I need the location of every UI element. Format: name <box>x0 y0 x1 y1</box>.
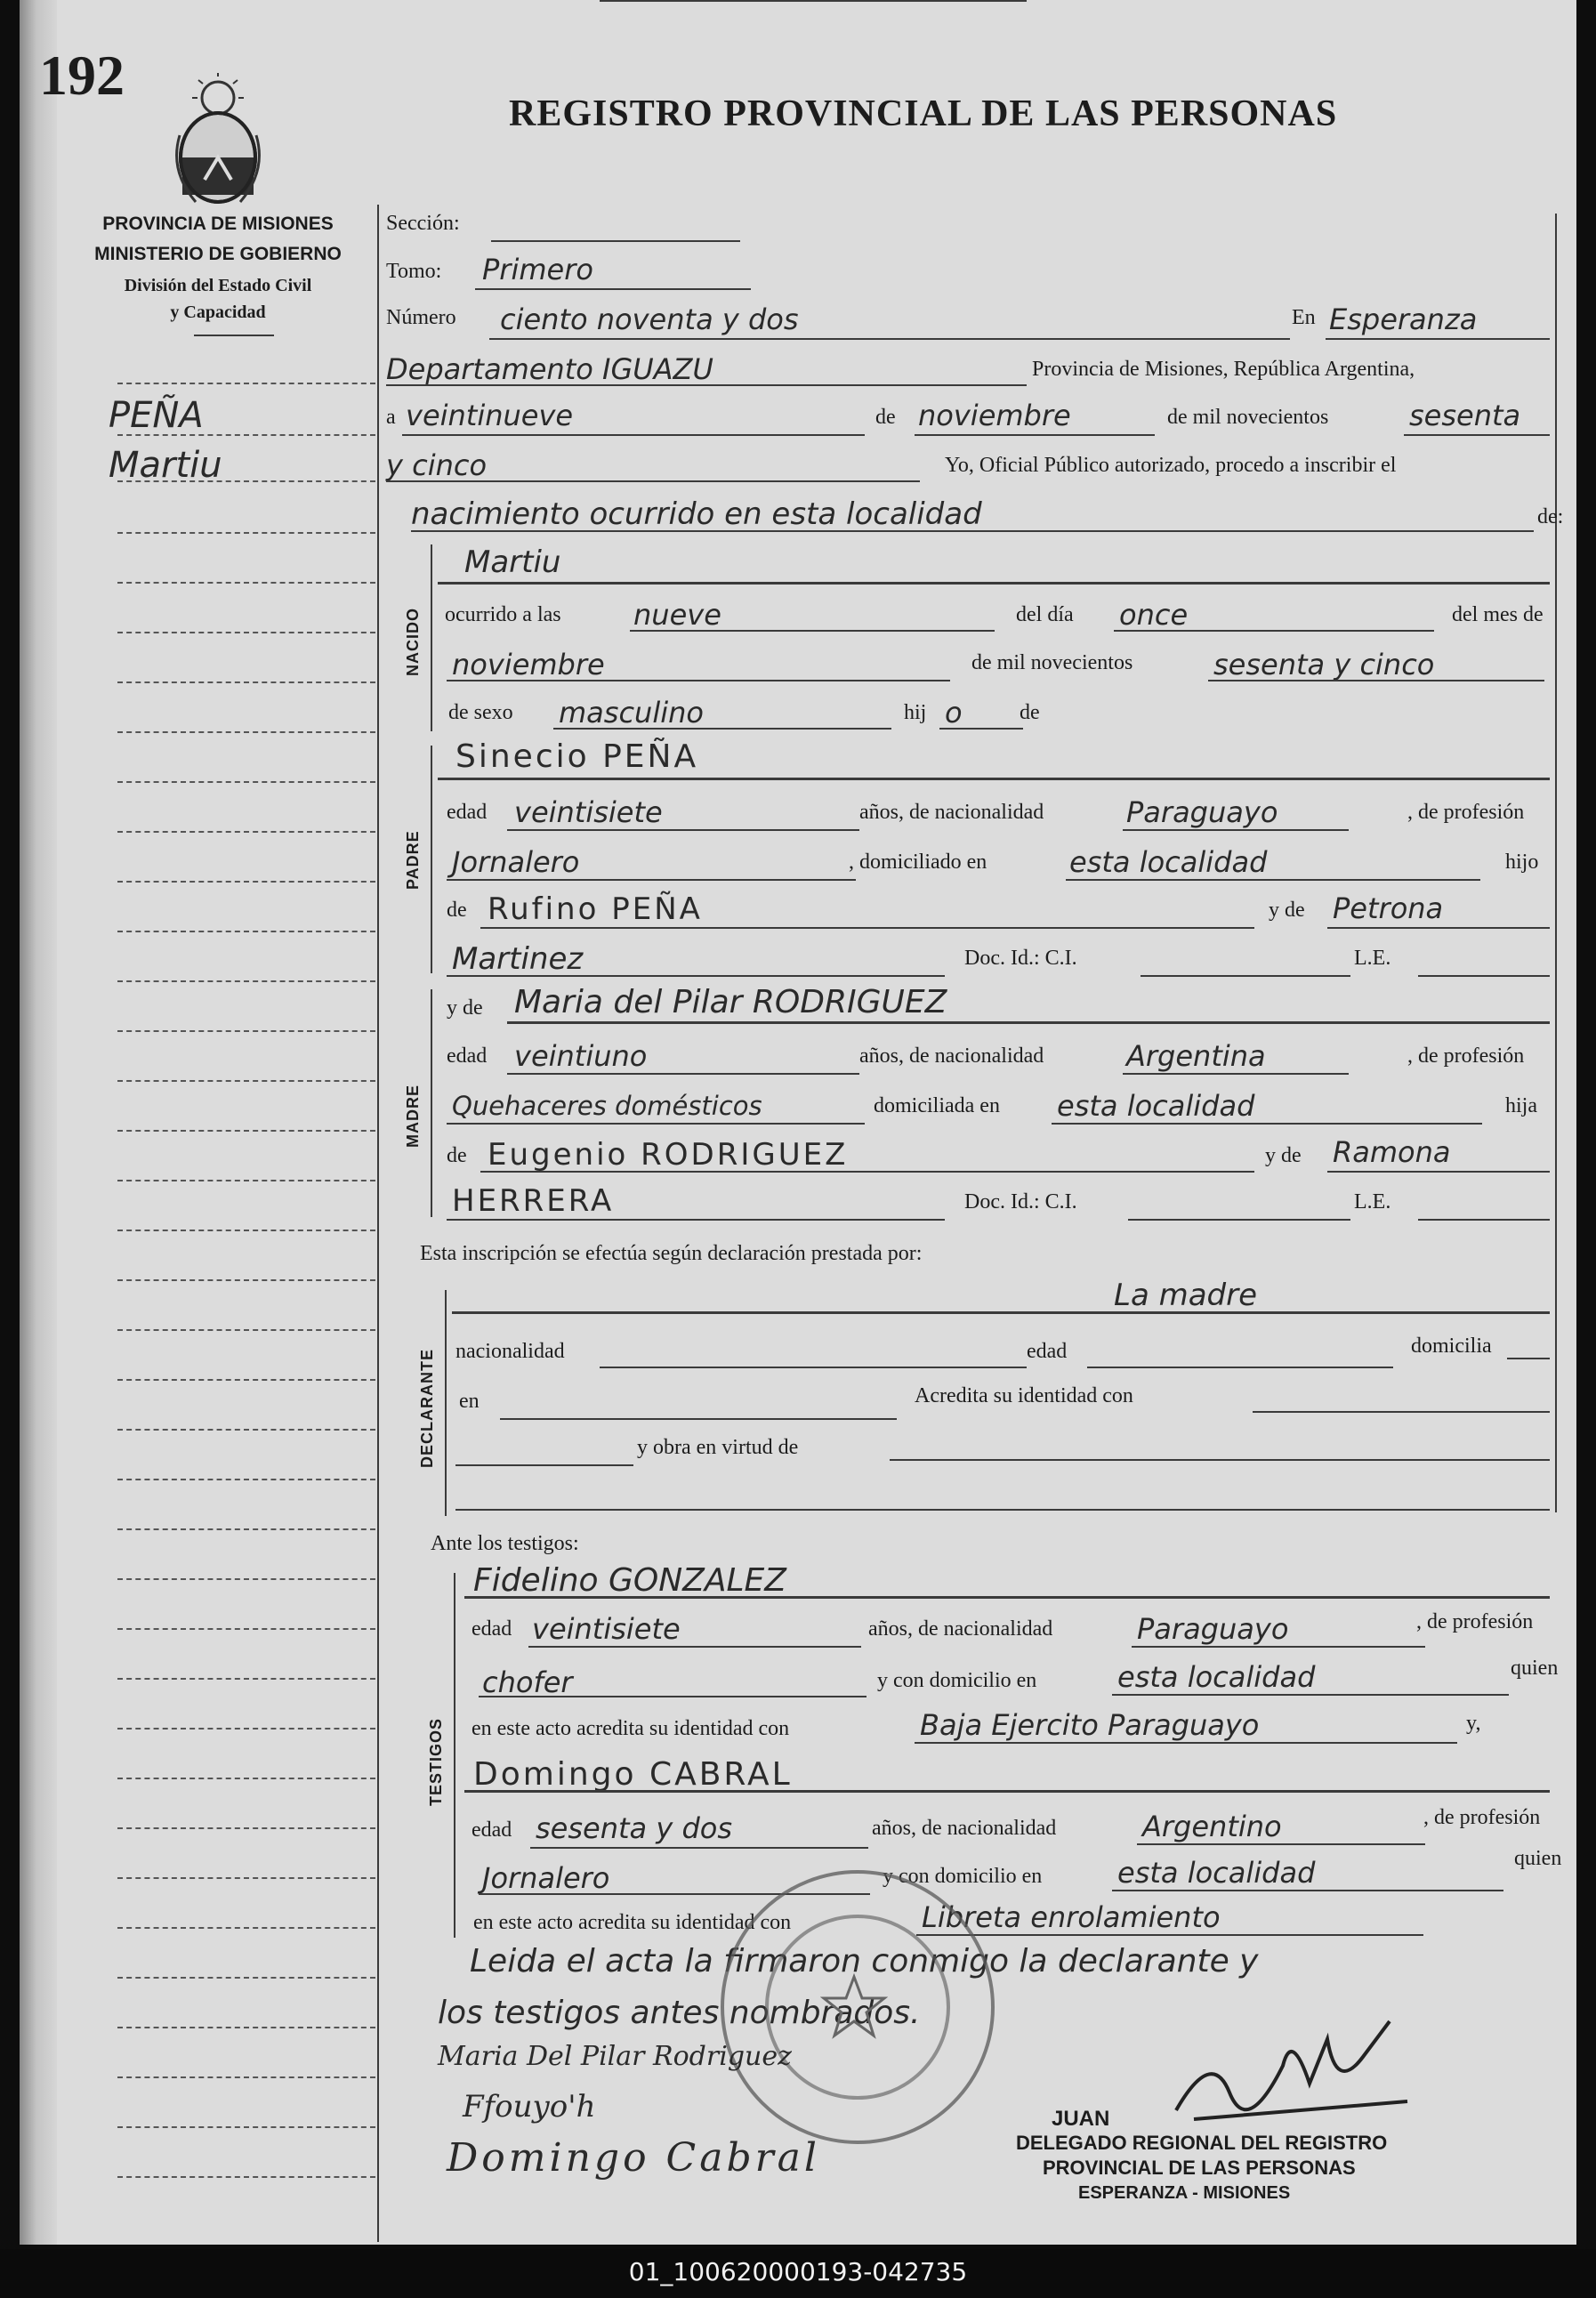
madre-hija-label: hija <box>1505 1094 1537 1117</box>
declarante-nacionalidad-line-2 <box>600 1367 1027 1368</box>
hour-value: nueve <box>633 598 721 632</box>
hour-line <box>630 630 995 632</box>
witness1-name-line <box>464 1596 1550 1599</box>
madre-mother-value-1: Ramona <box>1333 1135 1451 1169</box>
witness2-name-line <box>464 1790 1550 1793</box>
tomo-value: Primero <box>482 253 593 286</box>
year-line-2 <box>386 480 920 482</box>
birth-year-prefix: de mil novecientos <box>971 651 1133 674</box>
sexo-line <box>553 728 891 730</box>
de-colon: de: <box>1537 505 1564 528</box>
madre-edad-line <box>507 1073 859 1075</box>
signature-mother: Maria Del Pilar Rodriguez <box>438 2041 792 2072</box>
madre-edad-label: edad <box>447 1044 488 1068</box>
column-divider <box>377 205 379 2242</box>
stamp-line-location: ESPERANZA - MISIONES <box>1078 2183 1291 2203</box>
witness1-nacionalidad: Paraguayo <box>1137 1612 1289 1646</box>
madre-doc-line <box>1128 1219 1350 1221</box>
madre-mother-line-2 <box>447 1219 945 1221</box>
madre-father-value: Eugenio RODRIGUEZ <box>488 1137 849 1173</box>
madre-y-de-label-2: y de <box>1265 1144 1302 1167</box>
padre-nacionalidad-line <box>1123 829 1349 831</box>
declarante-domicilio-label: domicilia <box>1411 1334 1492 1358</box>
nacido-de-label: de <box>1020 701 1040 724</box>
witness1-profesion-label: , de profesión <box>1416 1610 1534 1633</box>
witness2-identidad: Libreta enrolamiento <box>922 1900 1221 1934</box>
madre-y-de-label: y de <box>447 996 483 1020</box>
padre-edad-value: veintisiete <box>514 795 663 829</box>
closing-line-2: los testigos antes nombrados. <box>438 1995 921 2031</box>
padre-le-line <box>1418 975 1550 977</box>
padre-nacionalidad-label: años, de nacionalidad <box>859 801 1044 824</box>
madre-name-line <box>507 1021 1550 1024</box>
en-value: Esperanza <box>1329 302 1478 336</box>
hij-line <box>939 728 1023 730</box>
year-value-1: sesenta <box>1409 399 1521 432</box>
witness1-acredita-label: en este acto acredita su identidad con <box>472 1717 790 1740</box>
padre-section-label: PADRE <box>404 830 422 890</box>
declarante-obra-line-1 <box>455 1464 633 1466</box>
witness1-domicilio-label: y con domicilio en <box>877 1669 1037 1692</box>
declarante-edad-line <box>1087 1367 1393 1368</box>
padre-domicilio-label: , domiciliado en <box>849 851 987 874</box>
padre-name: Sinecio PEÑA <box>455 738 699 775</box>
birth-month-line <box>447 680 950 681</box>
agency-province: PROVINCIA DE MISIONES <box>102 214 334 234</box>
numero-value: ciento noventa y dos <box>500 302 799 336</box>
declarante-nacionalidad-label: nacionalidad <box>455 1340 565 1363</box>
declarante-name: La madre <box>1114 1278 1258 1313</box>
witness1-domicilio: esta localidad <box>1117 1660 1316 1694</box>
madre-nacionalidad-label: años, de nacionalidad <box>859 1044 1044 1068</box>
padre-hijo-label: hijo <box>1505 851 1539 874</box>
madre-section-label: MADRE <box>404 1084 422 1148</box>
closing-line-1: Leida el acta la firmaron conmigo la declarante y <box>470 1943 1259 1980</box>
witness1-y-label: y, <box>1466 1712 1481 1735</box>
madre-profesion-value: Quehaceres domésticos <box>452 1091 762 1121</box>
agency-underline <box>194 335 274 336</box>
birth-year-line <box>1208 680 1544 681</box>
scan-id: 01_100620000193-042735 <box>628 2257 968 2286</box>
witness1-identidad: Baja Ejercito Paraguayo <box>920 1708 1260 1742</box>
en-label: En <box>1292 306 1316 329</box>
nacido-name: Martiu <box>464 544 561 580</box>
signature-witness-2: Domingo Cabral <box>447 2135 820 2181</box>
witness2-domicilio-line <box>1112 1890 1503 1891</box>
declarante-acredita-line <box>1253 1411 1550 1413</box>
del-mes-label: del mes de <box>1452 603 1544 626</box>
madre-domicilio-line <box>1052 1123 1482 1125</box>
margin-surname: PEÑA <box>109 395 204 436</box>
signature-witness-1: Ffouyo'h <box>463 2089 596 2125</box>
madre-bracket <box>431 989 432 1217</box>
witness1-quien-label: quien <box>1511 1657 1559 1680</box>
padre-name-line <box>438 778 1550 780</box>
stamp-line-provincial: PROVINCIAL DE LAS PERSONAS <box>1043 2157 1356 2179</box>
padre-domicilio-line <box>1066 879 1480 881</box>
witness2-edad-label: edad <box>472 1818 512 1842</box>
event-line <box>411 530 1534 532</box>
padre-profesion-value: Jornalero <box>452 845 580 879</box>
de-label: de <box>875 406 896 429</box>
witness2-nacionalidad-label: años, de nacionalidad <box>872 1817 1057 1840</box>
madre-mother-value-2: HERRERA <box>452 1183 615 1219</box>
madre-profesion-line <box>447 1123 865 1125</box>
witness2-profesion: Jornalero <box>482 1861 610 1895</box>
witness1-edad-line <box>528 1646 861 1648</box>
madre-domicilio-value: esta localidad <box>1057 1089 1255 1123</box>
day-value: veintinueve <box>406 399 574 432</box>
stamp-official-name: JUAN <box>1052 2107 1110 2131</box>
declarante-bottom-line <box>455 1509 1550 1511</box>
padre-mother-value-2: Martinez <box>452 941 584 977</box>
padre-mother-value-1: Petrona <box>1333 891 1444 925</box>
register-page <box>20 0 1576 2245</box>
coat-of-arms-icon <box>169 73 267 206</box>
declarante-bracket <box>445 1290 447 1516</box>
page-number: 192 <box>39 44 125 107</box>
declarante-section-label: DECLARANTE <box>418 1349 436 1468</box>
witness1-edad-label: edad <box>472 1617 512 1641</box>
main-title: REGISTRO PROVINCIAL DE LAS PERSONAS <box>509 93 1338 134</box>
seal-star-icon <box>820 1973 888 2041</box>
padre-le-label: L.E. <box>1354 947 1391 970</box>
month-value: noviembre <box>918 399 1071 432</box>
hij-value: o <box>945 696 963 730</box>
witness1-nacionalidad-label: años, de nacionalidad <box>868 1617 1053 1641</box>
witness1-profesion-line <box>479 1696 867 1697</box>
padre-father-value: Rufino PEÑA <box>488 891 703 927</box>
declarante-en-label: en <box>459 1390 480 1413</box>
a-label: a <box>386 406 396 429</box>
del-dia-label: del día <box>1016 603 1074 626</box>
madre-name: Maria del Pilar RODRIGUEZ <box>514 984 947 1020</box>
birth-year-value: sesenta y cinco <box>1213 648 1435 681</box>
tomo-label: Tomo: <box>386 260 442 283</box>
witness1-profesion: chofer <box>482 1665 573 1699</box>
padre-de-label: de <box>447 899 467 922</box>
witness2-quien-label: quien <box>1514 1847 1562 1870</box>
witness2-edad-line <box>530 1847 868 1849</box>
declarante-name-line <box>452 1311 1550 1314</box>
padre-y-de-label: y de <box>1269 899 1305 922</box>
birth-month-value: noviembre <box>452 648 605 681</box>
padre-nacionalidad-value: Paraguayo <box>1126 795 1278 829</box>
padre-profesion-label: , de profesión <box>1407 801 1525 824</box>
padre-profesion-line <box>447 879 856 881</box>
madre-nacionalidad-line <box>1123 1073 1349 1075</box>
padre-edad-label: edad <box>447 801 488 824</box>
nacido-bracket <box>431 544 432 731</box>
padre-mother-line-1 <box>1327 927 1550 929</box>
year-value-2: y cinco <box>386 448 488 482</box>
madre-nacionalidad-value: Argentina <box>1126 1039 1266 1073</box>
day-line <box>402 434 865 436</box>
madre-domicilio-label: domiciliada en <box>874 1094 1000 1117</box>
witness1-identidad-line <box>915 1742 1457 1744</box>
witness2-domicilio-label: y con domicilio en <box>883 1865 1043 1888</box>
birth-day-value: once <box>1119 598 1189 632</box>
witness2-nacionalidad-line <box>1137 1843 1425 1845</box>
agency-capacidad: y Capacidad <box>170 302 266 322</box>
testigos-intro: Ante los testigos: <box>431 1532 579 1555</box>
sexo-label: de sexo <box>448 701 513 724</box>
witness2-domicilio: esta localidad <box>1117 1856 1316 1890</box>
madre-mother-line-1 <box>1327 1171 1550 1173</box>
declarante-en-line <box>500 1418 897 1420</box>
padre-father-line <box>480 927 1254 929</box>
declarante-domicilio-line <box>1507 1358 1550 1359</box>
declarante-obra-label: y obra en virtud de <box>637 1436 799 1459</box>
padre-doc-line <box>1141 975 1350 977</box>
witness2-acredita-label: en este acto acredita su identidad con <box>473 1911 792 1934</box>
madre-de-label: de <box>447 1144 467 1167</box>
official-signature <box>1158 2012 1425 2146</box>
declarante-obra-line-2 <box>890 1459 1550 1461</box>
year-line-1 <box>1404 434 1550 436</box>
declarante-nacionalidad-line <box>600 0 1027 2</box>
witness1-nacionalidad-line <box>1132 1646 1425 1648</box>
witness2-edad: sesenta y dos <box>536 1811 732 1845</box>
testigos-bracket <box>454 1573 455 1938</box>
declarante-intro: Esta inscripción se efectúa según declaración prestada por: <box>420 1242 923 1265</box>
birth-day-line <box>1114 630 1434 632</box>
numero-label: Número <box>386 306 456 329</box>
departamento-value: Departamento IGUAZU <box>386 352 713 386</box>
right-border <box>1555 214 1557 1512</box>
agency-division: División del Estado Civil <box>124 276 312 295</box>
testigos-section-label: TESTIGOS <box>427 1717 445 1806</box>
witness2-profesion-label: , de profesión <box>1423 1806 1541 1829</box>
year-prefix: de mil novecientos <box>1167 406 1329 429</box>
binding-edge <box>20 0 57 2245</box>
madre-father-line <box>480 1171 1254 1173</box>
provincia-text: Provincia de Misiones, República Argentina, <box>1032 358 1415 381</box>
sexo-value: masculino <box>559 696 704 730</box>
seccion-label: Sección: <box>386 212 460 235</box>
witness2-name: Domingo CABRAL <box>473 1756 793 1793</box>
witness1-name: Fidelino GONZALEZ <box>473 1562 786 1599</box>
numero-line <box>489 338 1290 340</box>
witness1-domicilio-line <box>1112 1694 1509 1696</box>
nacido-name-line <box>438 582 1550 585</box>
madre-edad-value: veintiuno <box>514 1039 648 1073</box>
seccion-line <box>491 240 740 242</box>
yo-text: Yo, Oficial Público autorizado, procedo a inscribir el <box>945 454 1397 477</box>
nacido-section-label: NACIDO <box>404 608 422 676</box>
margin-given-name: Martiu <box>109 445 222 486</box>
hij-label: hij <box>904 701 927 724</box>
agency-ministry: MINISTERIO DE GOBIERNO <box>94 244 342 264</box>
witness2-identidad-line <box>916 1934 1423 1936</box>
ocurrido-label: ocurrido a las <box>445 603 561 626</box>
padre-edad-line <box>507 829 859 831</box>
madre-profesion-label: , de profesión <box>1407 1044 1525 1068</box>
padre-mother-line-2 <box>447 975 945 977</box>
witness1-edad: veintisiete <box>532 1612 681 1646</box>
padre-bracket <box>431 746 432 973</box>
stamp-line-delegado: DELEGADO REGIONAL DEL REGISTRO <box>1016 2132 1388 2154</box>
departamento-line <box>386 384 1027 386</box>
madre-le-line <box>1418 1219 1550 1221</box>
witness2-nacionalidad: Argentino <box>1142 1810 1282 1843</box>
madre-doc-label: Doc. Id.: C.I. <box>964 1190 1077 1214</box>
month-line <box>915 434 1155 436</box>
tomo-line <box>475 288 751 290</box>
declarante-acredita-label: Acredita su identidad con <box>915 1384 1133 1407</box>
declarante-edad-label: edad <box>1027 1340 1068 1363</box>
padre-domicilio-value: esta localidad <box>1069 845 1268 879</box>
event-value: nacimiento ocurrido en esta localidad <box>411 496 982 532</box>
padre-doc-label: Doc. Id.: C.I. <box>964 947 1077 970</box>
en-line <box>1326 338 1550 340</box>
madre-le-label: L.E. <box>1354 1190 1391 1214</box>
